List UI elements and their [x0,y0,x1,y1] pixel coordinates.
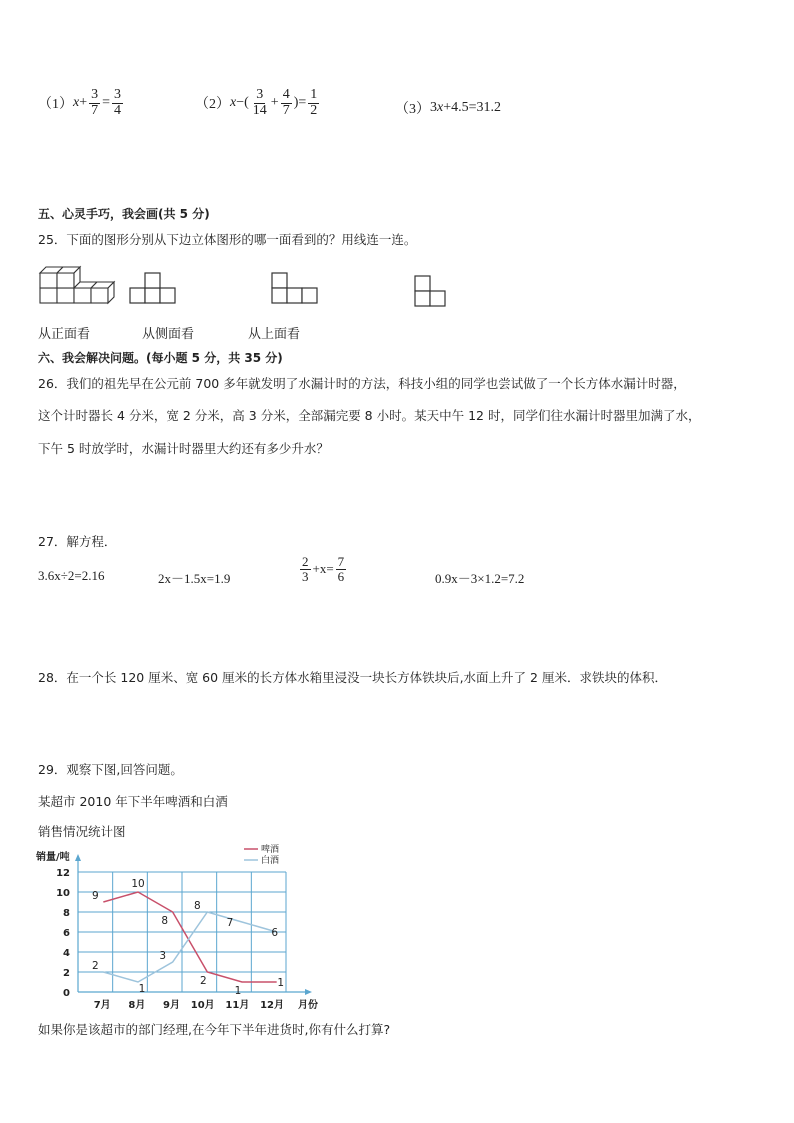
view-label-front: 从正面看 [38,327,91,342]
x-tick-label: 11月 [225,1000,250,1011]
x-tick-label: 7月 [93,1000,111,1011]
data-label: 1 [234,985,242,997]
data-label: 1 [138,983,146,995]
question-26-line-3: 下午 5 时放学时，水漏计时器里大约还有多少升水？ [38,441,329,456]
x-tick-label: 12月 [260,1000,284,1011]
data-label: 10 [131,878,145,890]
view-shape-a [130,273,175,303]
fraction: $\frac{3}{7}$ [91,87,99,118]
data-label: 8 [193,900,201,912]
fraction: $\frac{4}{7}$ [282,87,290,118]
view-shape-c [415,276,445,306]
x-tick-label: 9月 [163,1000,180,1011]
y-tick-label: 6 [63,928,70,939]
y-tick-label: 0 [63,988,70,999]
chart-title-line-1: 某超市 2010 年下半年啤酒和白酒 [38,794,228,809]
data-label: 3 [159,950,167,962]
fraction: $\frac{1}{2}$ [310,87,318,118]
fraction: $\frac{2}{3}$ [302,554,309,584]
legend-label: 啤酒 [261,845,280,855]
view-figures [38,258,458,310]
question-26-line-2: 这个计时器长 4 分米，宽 2 分米，高 3 分米，全部漏完要 8 小时。某天中午 12 时，同学们往水漏计时器里加满了水， [38,408,701,423]
x-axis-arrow [305,989,312,995]
question-28: 28．在一个长 120 厘米、宽 60 厘米的长方体水箱里浸没一块长方体铁块后,水面上升了 2 厘米．求铁块的体积． [38,670,667,685]
data-label: 8 [161,915,169,927]
x-axis-label: 月份 [298,1000,318,1011]
fraction: $\frac{3}{4}$ [114,87,122,118]
x-tick-label: 8月 [128,1000,146,1011]
equation-27-3: $\frac{2}{3}$ +x= $\frac{7}{6}$ [302,554,345,584]
chart-title-line-2: 销售情况统计图 [38,824,126,839]
y-tick-label: 10 [56,888,70,899]
question-29-title: 29．观察下图,回答问题。 [38,762,183,777]
y-axis-label: 销量/吨 [36,852,70,863]
view-shape-b [272,273,317,303]
y-axis-arrow [75,854,81,861]
equation-27-2: 2x－1.5x=1.9 [158,571,231,586]
section-heading: 五、心灵手巧，我会画(共 5 分) [38,207,210,221]
y-tick-label: 12 [56,868,70,879]
line-chart [30,842,330,1017]
question-27-title: 27．解方程． [38,534,117,549]
section-heading: 六、我会解决问题。(每小题 5 分，共 35 分) [38,351,283,365]
solid-figure [40,267,114,303]
y-tick-label: 2 [63,968,70,979]
equation-3: （3） 3 x +4.5=31.2 [395,100,502,117]
equation-2: （2） x −( $\frac{3}{14}$ + $\frac{4}{7}$ ) = $\frac{1}{2}$ [195,87,318,118]
legend-label: 白酒 [261,856,280,866]
data-label: 7 [226,917,234,929]
y-tick-label: 4 [63,948,70,959]
question-29-prompt: 如果你是该超市的部门经理,在今年下半年进货时,你有什么打算? [38,1022,391,1037]
equation-27-1: 3.6x÷2=2.16 [38,568,105,583]
data-label: 9 [91,890,99,902]
data-label: 1 [277,977,285,989]
equation-1: （1） x + $\frac{3}{7}$ = $\frac{3}{4}$ [38,87,122,118]
chart-legend [244,843,279,866]
question-25: 25．下面的图形分别从下边立体图形的哪一面看到的？用线连一连。 [38,232,417,247]
data-label: 6 [271,927,279,939]
y-tick-label: 8 [63,908,70,919]
data-label: 2 [91,960,99,972]
x-tick-label: 10月 [190,1000,215,1011]
equation-27-4: 0.9x－3×1.2=7.2 [435,571,525,586]
view-label-top: 从上面看 [248,327,301,342]
question-26-line-1: 26．我们的祖先早在公元前 700 多年就发明了水漏计时的方法，科技小组的同学也尝试做了一个长方体水漏计时器， [38,376,686,391]
chart-series [103,892,279,982]
fraction: $\frac{7}{6}$ [337,554,345,584]
data-label: 2 [199,975,207,987]
fraction: $\frac{3}{14}$ [252,87,267,118]
view-label-side: 从侧面看 [142,327,195,342]
